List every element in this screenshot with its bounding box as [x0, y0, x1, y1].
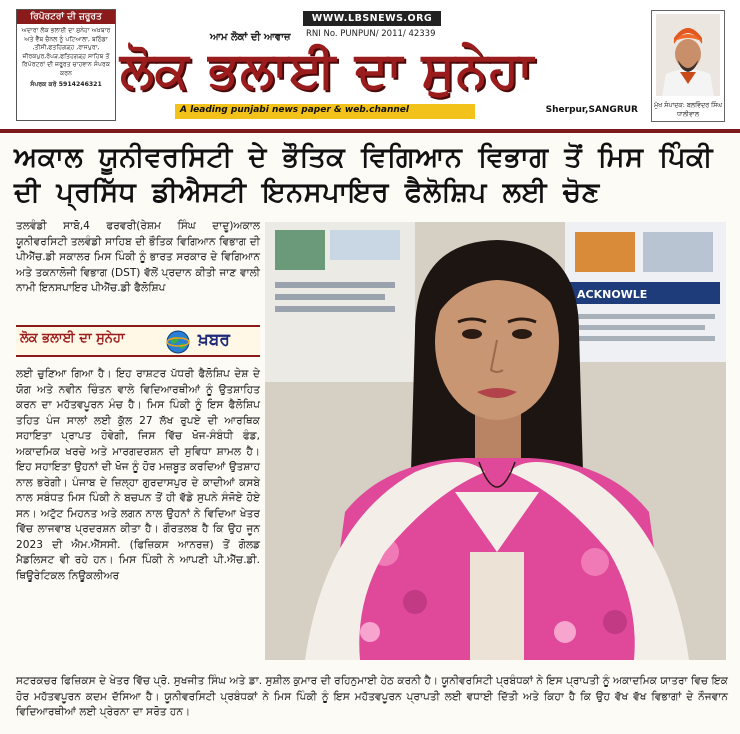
editor-portrait-icon: [656, 14, 720, 96]
reporters-wanted-body: [17, 24, 115, 89]
article-body: ਲਈ ਚੁਣਿਆ ਗਿਆ ਹੈ। ਇਹ ਰਾਸ਼ਟਰ ਪੱਧਰੀ ਫੈਲੋਸ਼ਿਪ ਦੇਸ਼ ਦੇ ਯੋਗ ਅਤੇ ਨਵੀਨ ਚਿੰਤਨ ਵਾਲੇ ਵਿਦਿਆਰਥੀਆਂ ਨੂੰ ਉਤਸ਼ਾਹਿਤ ਕਰਨ ਦਾ ਮਹੱਤਵਪੂਰਨ ਮੰਚ ਹੈ। ਮਿਸ ਪਿੰਕੀ ਨੂੰ ਇਸ ਫੈਲੋਸ਼ਿਪ ਤਹਿਤ ਪੰਜ ਸਾਲਾਂ ਲਈ ਕੁੱਲ 27 ਲੱਖ ਰੁਪਏ ਦੀ ਆਰਥਿਕ ਸਹਾਇਤਾ ਪ੍ਰਾਪਤ ਹੋਵੇਗੀ, ਜਿਸ ਵਿੱਚ ਖੋਜ-ਸੰਬੰਧੀ ਫੰਡ, ਅਕਾਦਮਿਕ ਖਰਚੇ ਅਤੇ ਮਾਰਗਦਰਸ਼ਨ ਦੀ ਸੁਵਿਧਾ ਸ਼ਾਮਲ ਹੈ। ਇਹ ਸਹਾਇਤਾ ਉਹਨਾਂ ਦੀ ਖੋਜ ਨੂੰ ਹੋਰ ਮਜ਼ਬੂਤ ਕਰਦਿਆਂ ਉਤਸ਼ਾਹ ਨਾਲ ਭਰੇਗੀ। ਪੰਜਾਬ ਦੇ ਜ਼ਿਲ੍ਹਾ ਗੁਰਦਾਸਪੁਰ ਦੇ ਕਾਦੀਆਂ ਕਸਬੇ ਨਾਲ ਸਬੰਧਤ ਮਿਸ ਪਿੰਕੀ ਨੇ ਬਚਪਨ ਤੋਂ ਹੀ ਵੱਡੇ ਸੁਪਨੇ ਸੰਜੋਏ ਹੋਏ ਸਨ। ਅਟੁੱਟ ਮਿਹਨਤ ਅਤੇ ਲਗਨ ਨਾਲ ਉਹਨਾਂ ਨੇ ਵਿਦਿਆ ਖੇਤਰ ਵਿੱਚ ਲਾਜਵਾਬ ਪ੍ਰਦਰਸ਼ਨ ਕੀਤਾ ਹੈ। ਗੌਰਤਲਬ ਹੈ ਕਿ ਉਹ ਜੂਨ 2023 ਦੀ ਐਮ.ਐੱਸਸੀ. (ਫਿਜ਼ਿਕਸ ਆਨਰਜ਼) ਤੋਂ ਗੋਲਡ ਮੈਡਲਿਸਟ ਵੀ ਰਹੇ ਹਨ। ਮਿਸ ਪਿੰਕੀ ਨੇ ਆਪਣੀ ਪੀ.ਐੱਚ.ਡੀ. ਥਿਊਰੇਟਿਕਲ ਨਿਊਕਲੀਅਰ: [16, 368, 260, 582]
poster-text: ACKNOWLE: [577, 288, 648, 301]
globe-icon: [166, 330, 190, 358]
reporters-wanted-box: [16, 9, 116, 121]
rni-number: RNI No. PUNPUN/ 2011/ 42339: [306, 29, 436, 39]
brand-strip-news: ਖ਼ਬਰ: [198, 330, 230, 350]
reporters-wanted-contact: ਸੰਪਰਕ ਕਰੋ 5914246321: [30, 80, 102, 88]
chief-editor-box: [651, 10, 725, 122]
brand-news-strip: [16, 325, 260, 357]
student-portrait-icon: [265, 222, 726, 660]
article-intro: ਤਲਵੰਡੀ ਸਾਬੋ,4 ਫਰਵਰੀ(ਰੇਸ਼ਮ ਸਿੰਘ ਦਾਦੂ)ਅਕਾਲ ਯੂਨੀਵਰਸਿਟੀ ਤਲਵੰਡੀ ਸਾਹਿਬ ਦੀ ਭੌਤਿਕ ਵਿਗਿਆਨ ਵਿਭਾਗ ਦੀ ਪੀਐੱਚ.ਡੀ ਸਕਾਲਰ ਮਿਸ ਪਿੰਕੀ ਨੂੰ ਭਾਰਤ ਸਰਕਾਰ ਦੇ ਵਿਗਿਆਨ ਅਤੇ ਤਕਨਾਲੋਜੀ ਵਿਭਾਗ (DST) ਵੱਲੋਂ ਪ੍ਰਦਾਨ ਕੀਤੀ ਜਾਣ ਵਾਲੀ ਨਾਮੀ ਇਨਸਪਾਇਰ ਪੀਐੱਚ.ਡੀ ਫੈਲੋਸ਼ਿਪ: [16, 220, 260, 294]
editor-portrait: [656, 14, 720, 96]
reporters-wanted-text: ਅਦਾਰਾ ਲੋਕ ਭਲਾਈ ਦਾ ਸੁਨੇਹਾ ਅਖ਼ਬਾਰ ਅਤੇ ਵੈੱਬ ਚੈਨਲ ਨੂੰ ਪਟਿਆਲਾ, ਬਠਿੰਡਾ ,ਤੀਸੀ,ਫਤਹਿਗੜ੍ਹ ,ਰਾਜਪੁਰਾ, ਜ਼ੀਰਕਪੁਰ,ਰੋਪੜ,ਫਤਿਹਗੜ੍ਹ ਸਾਹਿਬ ਤੋਂ ਰਿਪੋਰਟਰਾਂ ਦੀ ਜ਼ਰੂਰਤ ਚਾਹਵਾਨ ਸੰਪਰਕ ਕਰਨ: [21, 27, 111, 77]
newspaper-name: ਲੋਕ ਭਲਾਈ ਦਾ ਸੁਨੇਹਾ: [120, 40, 535, 99]
editor-caption: [652, 101, 724, 119]
paper-tagline: ਆਮ ਲੋਕਾਂ ਦੀ ਆਵਾਜ਼: [210, 32, 291, 43]
article-headline: ਅਕਾਲ ਯੂਨੀਵਰਸਿਟੀ ਦੇ ਭੌਤਿਕ ਵਿਗਿਆਨ ਵਿਭਾਗ ਤੋਂ ਮਿਸ ਪਿੰਕੀ ਦੀ ਪ੍ਰਸਿੱਧ ਡੀਐਸਟੀ ਇਨਸਪਾਇਰ ਫੈਲੋਸ਼ਿਪ ਲਈ ਚੋਣ: [14, 142, 714, 208]
brand-strip-name: ਲੋਕ ਭਲਾਈ ਦਾ ਸੁਨੇਹਾ: [20, 331, 125, 346]
website-badge: WWW.LBSNEWS.ORG: [303, 11, 441, 26]
masthead-subline: [120, 103, 640, 120]
editor-role: ਮੁੱਖ ਸੰਪਾਦਕ:: [654, 102, 685, 109]
editor-name: ਬਲਵਿੰਦਰ ਸਿੰਘ ਧਾਲੀਵਾਲ: [677, 102, 722, 118]
article-photo: [265, 222, 726, 660]
masthead: [0, 0, 740, 133]
article-tail: ਸਟਰਕਚਰ ਫਿਜ਼ਿਕਸ ਦੇ ਖੇਤਰ ਵਿੱਚ ਪ੍ਰੋ. ਸੁਖਜੀਤ ਸਿੰਘ ਅਤੇ ਡਾ. ਸੁਸ਼ੀਲ ਕੁਮਾਰ ਦੀ ਰਹਿਨੁਮਾਈ ਹੇਠ ਕਰਨੀ ਹੈ। ਯੂਨੀਵਰਸਿਟੀ ਪ੍ਰਬੰਧਕਾਂ ਨੇ ਇਸ ਪ੍ਰਾਪਤੀ ਨੂੰ ਅਕਾਦਮਿਕ ਯਾਤਰਾ ਵਿਚ ਇਕ ਹੋਰ ਮਹੱਤਵਪੂਰਨ ਕਦਮ ਦੱਸਿਆ ਹੈ। ਯੂਨੀਵਰਸਿਟੀ ਪ੍ਰਬੰਧਕਾਂ ਨੇ ਮਿਸ ਪਿੰਕੀ ਨੂੰ ਇਸ ਮਹੱਤਵਪੂਰਨ ਪ੍ਰਾਪਤੀ ਲਈ ਵਧਾਈ ਦਿੱਤੀ ਅਤੇ ਕਿਹਾ ਹੈ ਕਿ ਉਹ ਵੱਖ ਵੱਖ ਵਿਭਾਗਾਂ ਦੇ ਨੌਜਵਾਨ ਵਿਦਿਆਰਥੀਆਂ ਲਈ ਪ੍ਰੇਰਨਾ ਦਾ ਸਰੋਤ ਹਨ।: [16, 675, 728, 718]
paper-location: Sherpur,SANGRUR: [545, 105, 638, 115]
reporters-wanted-title: ਰਿਪੋਰਟਰਾਂ ਦੀ ਜ਼ਰੂਰਤ: [17, 10, 115, 24]
paper-subtitle: A leading punjabi news paper & web.channel: [180, 105, 409, 115]
